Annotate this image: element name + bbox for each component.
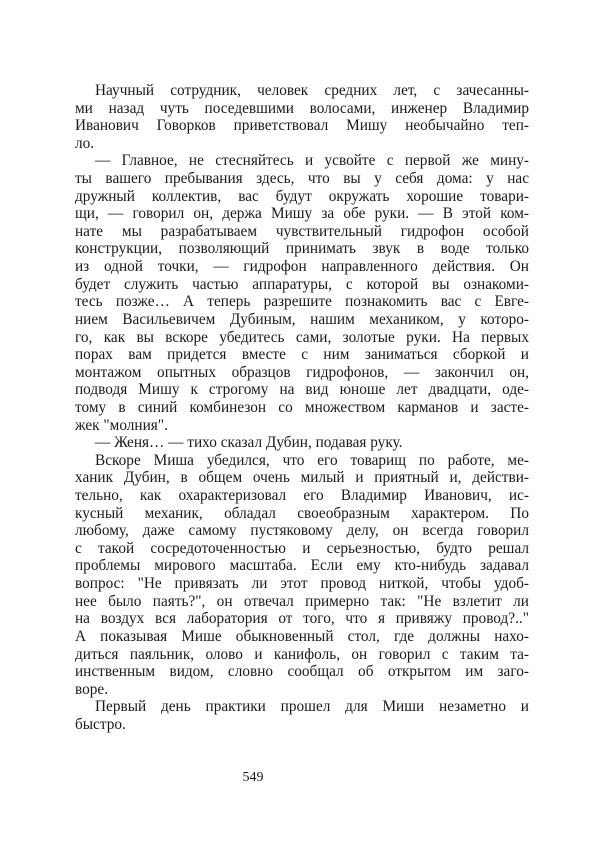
text-line: Первый день практики прошел для Миши незаметно и	[95, 698, 529, 716]
text-line: инственным видом, словно сообщал об открытом им заго-	[75, 663, 529, 681]
text-line: го, как вы вскоре убедитесь сами, золотые руки. На первых	[75, 328, 529, 346]
text-line: Научный сотрудник, человек средних лет, с зачесанны-	[95, 82, 529, 99]
paragraph	[75, 82, 529, 152]
text-line: подводя Мишу к строгому на вид юноше лет двадцати, оде-	[75, 381, 529, 399]
paragraph	[75, 434, 529, 452]
text-line: щи, — говорил он, держа Мишу за обе руки. — В этой ком-	[75, 205, 529, 223]
paragraph	[75, 452, 529, 699]
text-line: диться паяльник, олово и канифоль, он говорил с таким та-	[75, 645, 529, 663]
text-line: дружный коллектив, вас будут окружать хорошие товари-	[75, 187, 529, 205]
text-line: жек "молния".	[75, 416, 168, 434]
text-line: Вскоре Миша убедился, что его товарищ по работе, ме-	[95, 451, 529, 469]
text-line: нее было паять?", он отвечал примерно так: "Не взлетит ли	[75, 592, 529, 610]
text-line: любому, даже самому пустяковому делу, он всегда говорил	[75, 522, 529, 540]
text-line: проблемы мирового масштаба. Если ему кто-нибудь задавал	[75, 557, 529, 575]
text-line: монтажом опытных образцов гидрофонов, — закончил он,	[75, 363, 529, 381]
text-line: будет служить частью аппаратуры, с которой вы ознакоми-	[75, 275, 529, 293]
text-line: ми назад чуть поседевшими волосами, инженер Владимир	[75, 99, 529, 117]
paragraph	[75, 152, 529, 434]
page-number: 549	[242, 770, 264, 785]
text-line: ты вашего пребывания здесь, что вы у себя дома: у нас	[75, 170, 529, 188]
text-line: воре.	[75, 680, 109, 698]
text-line: нате мы разрабатываем чувствительный гидрофон особой	[75, 222, 529, 240]
text-line: на воздух вся лаборатория от того, что я привяжу провод?.."	[75, 610, 529, 628]
text-line: ханик Дубин, в общем очень милый и приятный и, действи-	[75, 469, 529, 487]
text-line: тому в синий комбинезон со множеством карманов и засте-	[75, 398, 529, 416]
text-line: из одной точки, — гидрофон направленного действия. Он	[75, 258, 529, 276]
text-line: нием Васильевичем Дубиным, нашим механиком, у которо-	[75, 310, 529, 328]
text-line: тесь позже… А теперь разрешите познакомить вас с Евге-	[75, 293, 529, 311]
text-line: Иванович Говорков приветствовал Мишу необычайно теп-	[75, 117, 529, 135]
paragraph	[75, 698, 529, 733]
text-line: тельно, как охарактеризовал его Владимир Иванович, ис-	[75, 487, 529, 505]
text-line: вопрос: "Не привязать ли этот провод ниткой, чтобы удоб-	[75, 575, 529, 593]
text-line: — Женя… — тихо сказал Дубин, подавая руку.	[95, 434, 403, 452]
text-line: кусный механик, обладал своеобразным характером. По	[75, 504, 529, 522]
text-line: конструкции, позволяющий принимать звук в воде только	[75, 240, 529, 258]
text-line: с такой сосредоточенностью и серьезностью, будто решал	[75, 539, 529, 557]
page-body-text	[75, 82, 529, 734]
text-line: — Главное, не стесняйтесь и усвойте с первой же мину-	[95, 152, 529, 170]
text-line: ло.	[75, 134, 95, 152]
text-line: порах вам придется вместе с ним заниматься сборкой и	[75, 346, 529, 364]
text-line: А показывая Мише обыкновенный стол, где должны нахо-	[75, 627, 529, 645]
text-line: быстро.	[75, 715, 126, 733]
